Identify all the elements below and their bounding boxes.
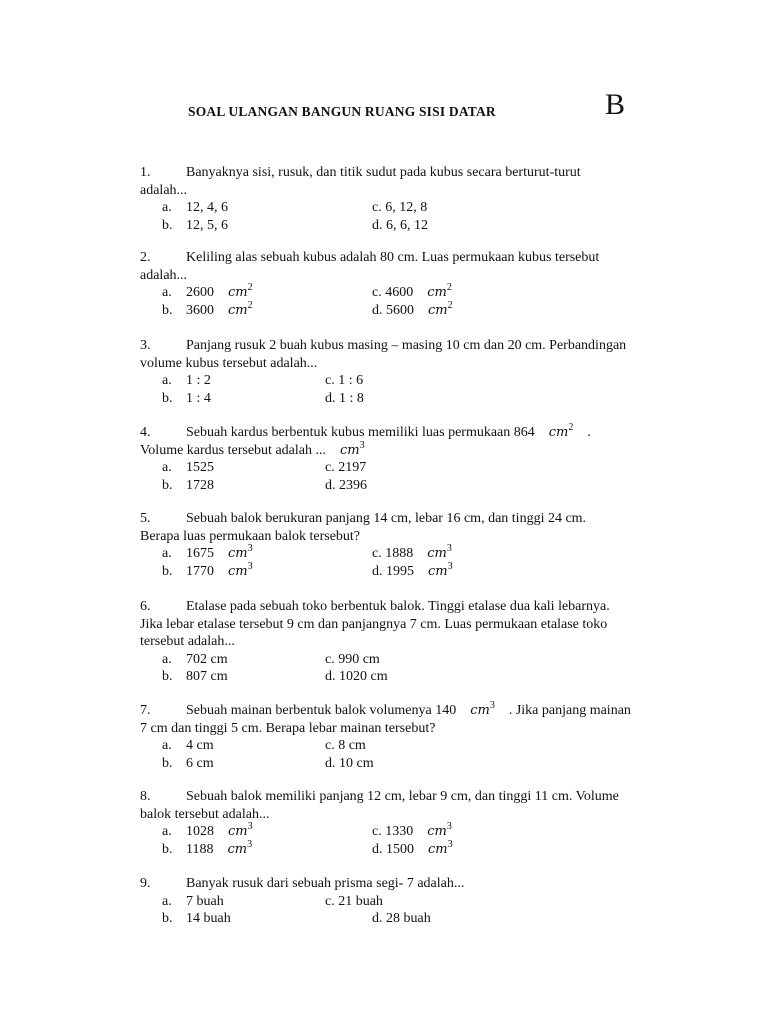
question-text [140, 439, 365, 461]
unit-exponent: 3 [447, 838, 453, 850]
option-c [325, 372, 363, 390]
unit-label: cm [428, 563, 448, 579]
option-letter: a. [162, 373, 172, 388]
unit-exponent: 3 [359, 439, 365, 451]
option-letter: d. [325, 669, 336, 684]
option-c [372, 199, 427, 217]
option-row [140, 910, 680, 928]
option-row [140, 668, 680, 686]
option-row [140, 390, 680, 408]
question-line [140, 720, 680, 738]
unit-label: cm [228, 824, 248, 839]
question-text-part: Volume kardus tersebut adalah ... [140, 442, 326, 458]
option-letter: c. [325, 373, 335, 388]
unit-label: cm [428, 302, 448, 318]
question-text: Banyak rusuk dari sebuah prisma segi- 7 adalah... [186, 876, 465, 891]
option-letter: a. [162, 893, 172, 909]
option-value: 1995 [386, 563, 414, 579]
option-a: 1525 [186, 460, 214, 475]
unit-label: cm [228, 302, 248, 318]
option-letter: d. [372, 217, 383, 233]
option-letter: d. [372, 302, 383, 318]
question-text: Etalase pada sebuah toko berbentuk balok. Tinggi etalase dua kali lebarnya. [186, 599, 610, 614]
unit-label: cm [228, 285, 248, 300]
option-value: 1 : 6 [338, 373, 364, 388]
option-value: 5600 [386, 302, 414, 318]
option-value: 6, 12, 8 [385, 200, 428, 215]
question-line [140, 598, 680, 616]
unit-exponent: 3 [247, 560, 253, 572]
question-text: Sebuah balok berukuran panjang 14 cm, lebar 16 cm, dan tinggi 24 cm. [186, 511, 587, 526]
question-text: Berapa luas permukaan balok tersebut? [140, 528, 361, 544]
option-b: 12, 5, 6 [186, 217, 228, 233]
option-a [186, 823, 253, 842]
unit-exponent: 3 [447, 560, 453, 572]
option-row [140, 217, 680, 235]
question-text: balok tersebut adalah... [140, 806, 270, 822]
option-value: 3600 [186, 302, 214, 318]
option-row [140, 755, 680, 773]
option-value: 2396 [339, 477, 367, 493]
question-text: adalah... [140, 267, 188, 283]
question-line [140, 182, 680, 200]
question-line [140, 788, 680, 806]
unit-exponent: 3 [247, 543, 253, 554]
option-row [140, 893, 680, 911]
question-number: 4. [140, 425, 151, 440]
option-letter: d. [372, 911, 383, 926]
question-number: 8. [140, 789, 151, 804]
option-value: 4600 [385, 285, 414, 300]
option-b: 6 cm [186, 755, 214, 771]
question-text: adalah... [140, 182, 188, 198]
question-line [140, 633, 680, 651]
option-d [372, 560, 453, 582]
question-number: 7. [140, 703, 151, 718]
unit-label: cm [228, 546, 248, 561]
option-d [325, 477, 367, 495]
unit-exponent: 2 [568, 422, 574, 433]
option-value: 21 buah [338, 893, 383, 909]
option-d [325, 755, 374, 773]
unit-label: cm [548, 425, 569, 440]
question-text: Banyaknya sisi, rusuk, dan titik sudut pada kubus secara berturut-turut [186, 165, 581, 180]
question-text: Panjang rusuk 2 buah kubus masing – masing 10 cm dan 20 cm. Perbandingan [186, 338, 627, 353]
option-a: 1 : 2 [186, 373, 211, 388]
option-letter: c. [325, 738, 335, 753]
option-c [325, 737, 366, 755]
option-row [140, 299, 680, 320]
question-text [186, 702, 631, 721]
option-letter: a. [162, 285, 172, 300]
unit-exponent: 3 [489, 700, 495, 711]
question-2 [140, 249, 680, 319]
option-value: 1770 [186, 563, 214, 579]
option-value: 8 cm [338, 738, 366, 753]
question-line [140, 267, 680, 285]
option-letter: a. [162, 200, 172, 215]
option-a: 702 cm [186, 651, 228, 667]
option-d [372, 910, 431, 928]
question-5 [140, 510, 680, 580]
page-title: SOAL ULANGAN BANGUN RUANG SISI DATAR [188, 104, 496, 119]
option-letter: b. [162, 390, 173, 406]
option-value: 6, 6, 12 [386, 217, 428, 233]
question-7 [140, 702, 680, 772]
option-c [372, 284, 452, 303]
option-value: 1188 [186, 841, 214, 857]
question-number: 5. [140, 511, 151, 526]
option-row [140, 823, 680, 841]
option-a: 12, 4, 6 [186, 200, 228, 215]
option-letter: c. [325, 460, 335, 475]
option-letter: b. [162, 755, 173, 771]
option-c [325, 459, 366, 477]
question-text: tersebut adalah... [140, 634, 235, 649]
option-letter: d. [372, 563, 383, 579]
question-line [140, 528, 680, 546]
question-1 [140, 164, 680, 234]
option-row [140, 838, 680, 859]
option-letter: a. [162, 651, 172, 667]
question-number: 3. [140, 338, 151, 353]
question-text-part: Sebuah kardus berbentuk kubus memiliki luas permukaan 864 [186, 425, 535, 440]
option-row [140, 651, 680, 669]
option-value: 1500 [386, 841, 414, 857]
question-line [140, 702, 680, 720]
unit-label: cm [227, 841, 248, 857]
option-value: 1 : 8 [339, 390, 364, 406]
question-9 [140, 875, 680, 928]
option-c [325, 893, 383, 911]
option-letter: b. [162, 217, 173, 233]
option-row [140, 372, 680, 390]
option-b: 807 cm [186, 669, 228, 684]
unit-exponent: 3 [247, 838, 253, 850]
unit-label: cm [427, 285, 447, 300]
option-d [325, 390, 364, 408]
question-line [140, 510, 680, 528]
option-d [325, 668, 388, 686]
unit-label: cm [428, 841, 448, 857]
unit-exponent: 3 [247, 821, 253, 832]
question-number: 1. [140, 165, 151, 180]
option-value: 2197 [338, 460, 367, 475]
question-text [186, 424, 591, 443]
option-letter: c. [372, 546, 382, 561]
question-number: 6. [140, 599, 151, 614]
question-number: 9. [140, 876, 151, 891]
option-letter: d. [325, 477, 336, 493]
question-line [140, 164, 680, 182]
question-line [140, 355, 680, 373]
option-value: 1020 cm [339, 669, 388, 684]
question-line [140, 875, 680, 893]
version-letter: B [605, 88, 626, 121]
option-a [186, 284, 253, 303]
question-text: 7 cm dan tinggi 5 cm. Berapa lebar mainan tersebut? [140, 720, 436, 736]
unit-exponent: 2 [446, 282, 452, 293]
option-letter: a. [162, 824, 172, 839]
option-b [186, 299, 253, 321]
option-letter: b. [162, 563, 173, 579]
question-3 [140, 337, 680, 407]
question-4 [140, 424, 680, 494]
option-letter: a. [162, 546, 172, 561]
option-b: 14 buah [186, 911, 231, 926]
question-number: 2. [140, 250, 151, 265]
unit-exponent: 2 [247, 299, 253, 311]
option-letter: b. [162, 477, 173, 493]
option-b [186, 560, 253, 582]
option-letter: c. [372, 285, 382, 300]
option-c [372, 823, 452, 842]
question-text: Jika lebar etalase tersebut 9 cm dan panjangnya 7 cm. Luas permukaan etalase toko [140, 616, 608, 632]
option-a [186, 545, 253, 564]
unit-exponent: 3 [446, 821, 452, 832]
option-d [372, 217, 428, 235]
option-letter: b. [162, 841, 173, 857]
option-letter: a. [162, 460, 172, 475]
option-row [140, 560, 680, 581]
question-line [140, 249, 680, 267]
option-value: 1888 [385, 546, 414, 561]
option-letter: c. [372, 824, 382, 839]
option-row [140, 459, 680, 477]
option-letter: d. [325, 390, 336, 406]
question-8 [140, 788, 680, 858]
unit-exponent: 3 [446, 543, 452, 554]
question-line [140, 439, 680, 460]
question-line [140, 337, 680, 355]
question-line [140, 616, 680, 634]
unit-exponent: 2 [447, 299, 453, 311]
question-text: volume kubus tersebut adalah... [140, 355, 318, 371]
unit-label: cm [339, 442, 360, 458]
option-value: 1330 [385, 824, 414, 839]
option-letter: c. [325, 893, 335, 909]
option-value: 2600 [186, 285, 214, 300]
question-text-part: . Jika panjang mainan [508, 703, 631, 718]
question-text-part: . [587, 425, 591, 440]
unit-exponent: 2 [247, 282, 253, 293]
option-letter: c. [325, 651, 335, 667]
option-letter: d. [372, 841, 383, 857]
option-value: 1028 [186, 824, 214, 839]
question-text: Keliling alas sebuah kubus adalah 80 cm. Luas permukaan kubus tersebut [186, 250, 600, 265]
option-row [140, 199, 680, 217]
option-row [140, 477, 680, 495]
option-b: 1728 [186, 477, 214, 493]
option-a: 7 buah [186, 893, 224, 909]
option-value: 10 cm [339, 755, 374, 771]
option-a: 4 cm [186, 738, 214, 753]
question-line [140, 806, 680, 824]
option-b [186, 838, 253, 860]
unit-label: cm [427, 824, 447, 839]
option-d [372, 299, 453, 321]
unit-label: cm [470, 703, 490, 718]
option-letter: d. [325, 755, 336, 771]
option-letter: b. [162, 911, 173, 926]
option-letter: b. [162, 669, 173, 684]
option-letter: c. [372, 200, 382, 215]
question-text: Sebuah balok memiliki panjang 12 cm, lebar 9 cm, dan tinggi 11 cm. Volume [186, 789, 619, 804]
unit-label: cm [228, 563, 248, 579]
option-value: 990 cm [338, 651, 380, 667]
option-row [140, 545, 680, 563]
unit-label: cm [427, 546, 447, 561]
question-text-part: Sebuah mainan berbentuk balok volumenya 140 [186, 703, 457, 718]
question-line [140, 424, 680, 442]
option-letter: a. [162, 738, 172, 753]
question-6 [140, 598, 680, 686]
option-row [140, 737, 680, 755]
option-value: 28 buah [386, 911, 431, 926]
option-row [140, 284, 680, 302]
option-c [372, 545, 452, 564]
option-value: 1675 [186, 546, 214, 561]
option-b: 1 : 4 [186, 390, 211, 406]
option-c [325, 651, 380, 669]
option-letter: b. [162, 302, 173, 318]
option-d [372, 838, 453, 860]
